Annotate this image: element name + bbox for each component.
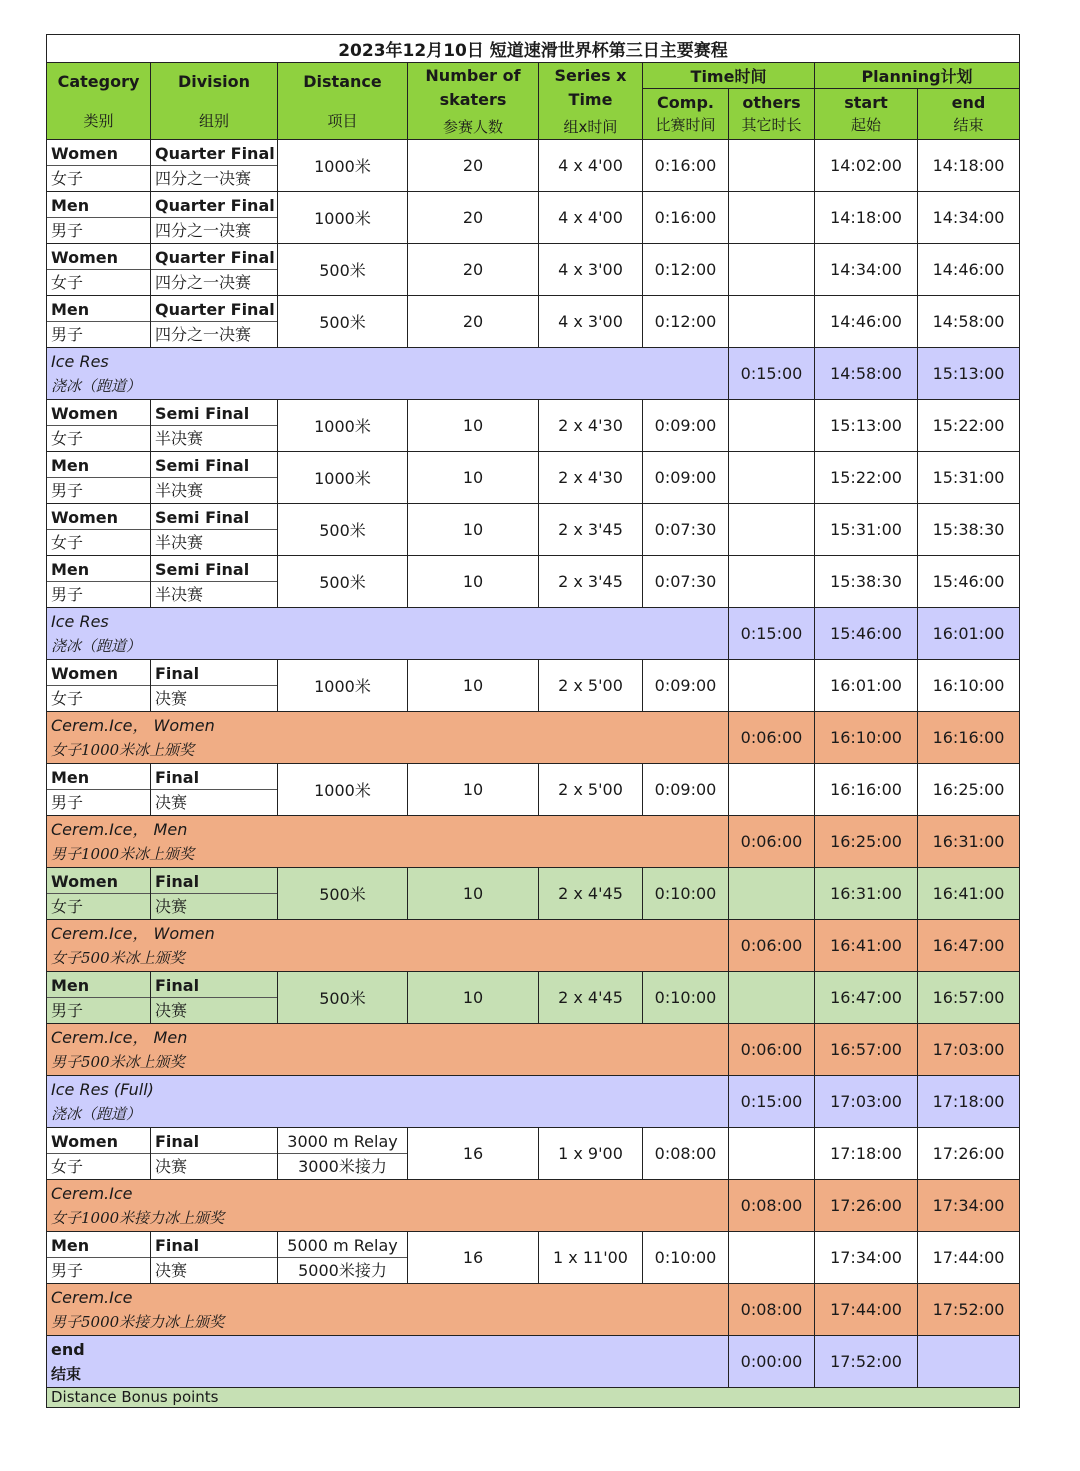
table-row bbox=[47, 556, 1020, 608]
start-time-cell: 17:26:00 bbox=[815, 1180, 918, 1232]
end-time-cell: 17:52:00 bbox=[918, 1284, 1020, 1336]
others-time-cell: 0:06:00 bbox=[729, 920, 815, 972]
division-en: Final bbox=[151, 1233, 277, 1258]
end-time-cell: 15:31:00 bbox=[918, 452, 1020, 504]
series-cell: 4 x 4'00 bbox=[539, 140, 643, 192]
category-zh: 女子 bbox=[51, 168, 84, 188]
category-en: Women bbox=[47, 1129, 150, 1154]
table-row bbox=[47, 1128, 1020, 1180]
end-time-cell: 16:01:00 bbox=[918, 608, 1020, 660]
division-en: Final bbox=[151, 661, 277, 686]
header-category: Category 类别 bbox=[47, 63, 151, 140]
table-row-break bbox=[47, 608, 1020, 660]
category-en: Men bbox=[47, 297, 150, 322]
start-time-cell: 16:41:00 bbox=[815, 920, 918, 972]
comp-time-cell: 0:09:00 bbox=[643, 660, 729, 712]
division-zh: 半决赛 bbox=[155, 428, 204, 448]
comp-time-cell: 0:09:00 bbox=[643, 764, 729, 816]
header-others: others 其它时长 bbox=[729, 89, 815, 140]
table-row-break bbox=[47, 816, 1020, 868]
division-en: Semi Final bbox=[151, 453, 277, 478]
end-time-cell: 16:10:00 bbox=[918, 660, 1020, 712]
end-time-cell: 16:41:00 bbox=[918, 868, 1020, 920]
division-zh: 半决赛 bbox=[155, 584, 204, 604]
series-cell: 1 x 9'00 bbox=[539, 1128, 643, 1180]
category-zh: 女子 bbox=[51, 688, 84, 708]
others-time-cell: 0:06:00 bbox=[729, 1024, 815, 1076]
division-zh: 决赛 bbox=[155, 688, 188, 708]
end-time-cell: 16:47:00 bbox=[918, 920, 1020, 972]
category-en: Men bbox=[47, 765, 150, 790]
category-zh: 女子 bbox=[51, 532, 84, 552]
division-en: Final bbox=[151, 973, 277, 998]
others-time-cell: 0:15:00 bbox=[729, 348, 815, 400]
table-row-break bbox=[47, 1024, 1020, 1076]
break-label-cell bbox=[47, 816, 729, 868]
comp-time-cell: 0:08:00 bbox=[643, 1128, 729, 1180]
header-planning-group: Planning计划 bbox=[815, 63, 1020, 89]
break-label-en: Cerem.Ice， Women bbox=[51, 715, 215, 735]
series-cell: 4 x 4'00 bbox=[539, 192, 643, 244]
distance-cell: 1000米 bbox=[278, 660, 408, 712]
category-en: Women bbox=[47, 869, 150, 894]
end-time-cell: 17:26:00 bbox=[918, 1128, 1020, 1180]
table-row bbox=[47, 296, 1020, 348]
break-label-en: Cerem.Ice， Women bbox=[51, 923, 215, 943]
break-label-cell bbox=[47, 608, 729, 660]
start-time-cell: 17:18:00 bbox=[815, 1128, 918, 1180]
start-time-cell: 17:52:00 bbox=[815, 1336, 918, 1388]
skaters-cell: 10 bbox=[408, 868, 539, 920]
comp-time-cell: 0:07:30 bbox=[643, 556, 729, 608]
header-skaters: Number of skaters 参赛人数 bbox=[408, 63, 539, 140]
category-cell bbox=[47, 1232, 151, 1284]
end-time-cell: 14:46:00 bbox=[918, 244, 1020, 296]
division-zh: 决赛 bbox=[155, 1000, 188, 1020]
category-en: Men bbox=[47, 557, 150, 582]
table-row-break bbox=[47, 1336, 1020, 1388]
category-cell bbox=[47, 868, 151, 920]
series-cell: 2 x 5'00 bbox=[539, 660, 643, 712]
category-cell bbox=[47, 556, 151, 608]
table-row bbox=[47, 660, 1020, 712]
start-time-cell: 16:10:00 bbox=[815, 712, 918, 764]
end-time-cell: 16:25:00 bbox=[918, 764, 1020, 816]
header-end: end 结束 bbox=[918, 89, 1020, 140]
table-row bbox=[47, 192, 1020, 244]
skaters-cell: 20 bbox=[408, 140, 539, 192]
category-cell bbox=[47, 504, 151, 556]
table-row bbox=[47, 452, 1020, 504]
start-time-cell: 16:57:00 bbox=[815, 1024, 918, 1076]
skaters-cell: 16 bbox=[408, 1128, 539, 1180]
distance-cell: 500米 bbox=[278, 556, 408, 608]
break-label-en: end bbox=[51, 1339, 85, 1359]
comp-time-cell: 0:10:00 bbox=[643, 868, 729, 920]
skaters-cell: 10 bbox=[408, 504, 539, 556]
break-label-cell bbox=[47, 1024, 729, 1076]
division-cell bbox=[151, 660, 278, 712]
start-time-cell: 16:31:00 bbox=[815, 868, 918, 920]
start-time-cell: 17:34:00 bbox=[815, 1232, 918, 1284]
division-en: Semi Final bbox=[151, 557, 277, 582]
others-time-cell bbox=[729, 504, 815, 556]
others-time-cell: 0:15:00 bbox=[729, 608, 815, 660]
division-zh: 决赛 bbox=[155, 792, 188, 812]
distance-cell bbox=[278, 1232, 408, 1284]
others-time-cell bbox=[729, 192, 815, 244]
break-label-cell bbox=[47, 1284, 729, 1336]
distance-cell: 500米 bbox=[278, 868, 408, 920]
category-zh: 女子 bbox=[51, 272, 84, 292]
break-label-cell bbox=[47, 1076, 729, 1128]
division-zh: 半决赛 bbox=[155, 532, 204, 552]
division-en: Final bbox=[151, 1129, 277, 1154]
category-cell bbox=[47, 764, 151, 816]
skaters-cell: 10 bbox=[408, 556, 539, 608]
others-time-cell bbox=[729, 868, 815, 920]
table-row bbox=[47, 972, 1020, 1024]
end-time-cell: 15:38:30 bbox=[918, 504, 1020, 556]
others-time-cell bbox=[729, 764, 815, 816]
category-cell bbox=[47, 400, 151, 452]
series-cell: 2 x 4'30 bbox=[539, 400, 643, 452]
break-label-zh: 女子1000米接力冰上颁奖 bbox=[51, 1208, 225, 1227]
category-zh: 男子 bbox=[51, 1260, 84, 1280]
distance-cell: 1000米 bbox=[278, 452, 408, 504]
comp-time-cell: 0:10:00 bbox=[643, 972, 729, 1024]
break-label-zh: 浇冰（跑道） bbox=[51, 376, 142, 395]
start-time-cell: 15:31:00 bbox=[815, 504, 918, 556]
break-label-zh: 男子5000米接力冰上颁奖 bbox=[51, 1312, 225, 1331]
category-cell bbox=[47, 296, 151, 348]
distance-cell: 1000米 bbox=[278, 764, 408, 816]
division-en: Quarter Final bbox=[151, 193, 277, 218]
comp-time-cell: 0:09:00 bbox=[643, 452, 729, 504]
break-label-zh: 女子500米冰上颁奖 bbox=[51, 948, 185, 967]
break-label-cell bbox=[47, 712, 729, 764]
division-cell bbox=[151, 764, 278, 816]
series-cell: 2 x 3'45 bbox=[539, 504, 643, 556]
series-cell: 1 x 11'00 bbox=[539, 1232, 643, 1284]
distance-zh: 5000米接力 bbox=[298, 1260, 387, 1280]
skaters-cell: 20 bbox=[408, 296, 539, 348]
start-time-cell: 14:46:00 bbox=[815, 296, 918, 348]
distance-cell: 500米 bbox=[278, 504, 408, 556]
division-zh: 四分之一决赛 bbox=[155, 324, 252, 344]
break-label-cell bbox=[47, 348, 729, 400]
end-time-cell: 15:46:00 bbox=[918, 556, 1020, 608]
distance-zh: 3000米接力 bbox=[298, 1156, 387, 1176]
others-time-cell bbox=[729, 296, 815, 348]
comp-time-cell: 0:12:00 bbox=[643, 296, 729, 348]
start-time-cell: 16:16:00 bbox=[815, 764, 918, 816]
distance-cell: 1000米 bbox=[278, 192, 408, 244]
break-label-zh: 结束 bbox=[51, 1364, 82, 1383]
category-en: Women bbox=[47, 505, 150, 530]
table-row-break bbox=[47, 348, 1020, 400]
end-time-cell: 15:22:00 bbox=[918, 400, 1020, 452]
category-en: Men bbox=[47, 1233, 150, 1258]
others-time-cell bbox=[729, 140, 815, 192]
category-zh: 女子 bbox=[51, 896, 84, 916]
end-time-cell: 15:13:00 bbox=[918, 348, 1020, 400]
break-label-zh: 浇冰（跑道） bbox=[51, 636, 142, 655]
division-cell bbox=[151, 452, 278, 504]
division-zh: 决赛 bbox=[155, 1156, 188, 1176]
end-label-cell bbox=[47, 1336, 729, 1388]
category-cell bbox=[47, 140, 151, 192]
category-zh: 男子 bbox=[51, 1000, 84, 1020]
category-en: Men bbox=[47, 973, 150, 998]
series-cell: 4 x 3'00 bbox=[539, 244, 643, 296]
series-cell: 4 x 3'00 bbox=[539, 296, 643, 348]
distance-cell: 500米 bbox=[278, 244, 408, 296]
break-label-en: Cerem.Ice bbox=[51, 1287, 133, 1307]
division-zh: 决赛 bbox=[155, 1260, 188, 1280]
start-time-cell: 16:01:00 bbox=[815, 660, 918, 712]
division-cell bbox=[151, 192, 278, 244]
division-en: Quarter Final bbox=[151, 141, 277, 166]
start-time-cell: 14:34:00 bbox=[815, 244, 918, 296]
series-cell: 2 x 3'45 bbox=[539, 556, 643, 608]
category-zh: 女子 bbox=[51, 1156, 84, 1176]
start-time-cell: 15:13:00 bbox=[815, 400, 918, 452]
division-cell bbox=[151, 972, 278, 1024]
category-zh: 男子 bbox=[51, 480, 84, 500]
division-en: Semi Final bbox=[151, 401, 277, 426]
distance-cell: 1000米 bbox=[278, 400, 408, 452]
category-zh: 男子 bbox=[51, 584, 84, 604]
series-cell: 2 x 4'45 bbox=[539, 972, 643, 1024]
distance-en: 3000 m Relay bbox=[278, 1129, 407, 1154]
others-time-cell bbox=[729, 972, 815, 1024]
others-time-cell: 0:06:00 bbox=[729, 712, 815, 764]
table-row bbox=[47, 504, 1020, 556]
division-cell bbox=[151, 400, 278, 452]
others-time-cell bbox=[729, 244, 815, 296]
break-label-zh: 男子1000米冰上颁奖 bbox=[51, 844, 195, 863]
table-row-break bbox=[47, 712, 1020, 764]
footer-note: Distance Bonus points bbox=[47, 1388, 1020, 1408]
others-time-cell: 0:00:00 bbox=[729, 1336, 815, 1388]
break-label-en: Cerem.Ice， Men bbox=[51, 1027, 188, 1047]
end-time-cell: 14:34:00 bbox=[918, 192, 1020, 244]
category-cell bbox=[47, 192, 151, 244]
others-time-cell bbox=[729, 556, 815, 608]
break-label-en: Ice Res bbox=[51, 351, 109, 371]
skaters-cell: 10 bbox=[408, 972, 539, 1024]
end-time-cell bbox=[918, 1336, 1020, 1388]
category-cell bbox=[47, 1128, 151, 1180]
end-time-cell: 17:44:00 bbox=[918, 1232, 1020, 1284]
end-time-cell: 14:18:00 bbox=[918, 140, 1020, 192]
distance-cell: 500米 bbox=[278, 296, 408, 348]
division-cell bbox=[151, 556, 278, 608]
division-cell bbox=[151, 1128, 278, 1180]
start-time-cell: 15:38:30 bbox=[815, 556, 918, 608]
end-time-cell: 16:31:00 bbox=[918, 816, 1020, 868]
header-time-group: Time时间 bbox=[643, 63, 815, 89]
skaters-cell: 10 bbox=[408, 764, 539, 816]
end-time-cell: 17:18:00 bbox=[918, 1076, 1020, 1128]
others-time-cell: 0:06:00 bbox=[729, 816, 815, 868]
start-time-cell: 14:18:00 bbox=[815, 192, 918, 244]
others-time-cell: 0:08:00 bbox=[729, 1284, 815, 1336]
others-time-cell bbox=[729, 1128, 815, 1180]
distance-cell: 1000米 bbox=[278, 140, 408, 192]
header-start: start 起始 bbox=[815, 89, 918, 140]
division-zh: 四分之一决赛 bbox=[155, 168, 252, 188]
division-en: Final bbox=[151, 765, 277, 790]
division-zh: 四分之一决赛 bbox=[155, 272, 252, 292]
division-en: Semi Final bbox=[151, 505, 277, 530]
others-time-cell bbox=[729, 660, 815, 712]
table-row-break bbox=[47, 1284, 1020, 1336]
division-cell bbox=[151, 244, 278, 296]
division-zh: 四分之一决赛 bbox=[155, 220, 252, 240]
skaters-cell: 10 bbox=[408, 452, 539, 504]
category-cell bbox=[47, 244, 151, 296]
others-time-cell: 0:15:00 bbox=[729, 1076, 815, 1128]
schedule-table bbox=[46, 34, 1020, 1408]
skaters-cell: 16 bbox=[408, 1232, 539, 1284]
end-time-cell: 14:58:00 bbox=[918, 296, 1020, 348]
break-label-zh: 男子500米冰上颁奖 bbox=[51, 1052, 185, 1071]
category-en: Men bbox=[47, 453, 150, 478]
category-zh: 女子 bbox=[51, 428, 84, 448]
break-label-en: Ice Res (Full) bbox=[51, 1079, 154, 1099]
comp-time-cell: 0:10:00 bbox=[643, 1232, 729, 1284]
comp-time-cell: 0:09:00 bbox=[643, 400, 729, 452]
series-cell: 2 x 4'45 bbox=[539, 868, 643, 920]
break-label-cell bbox=[47, 920, 729, 972]
break-label-zh: 女子1000米冰上颁奖 bbox=[51, 740, 195, 759]
others-time-cell bbox=[729, 400, 815, 452]
break-label-cell bbox=[47, 1180, 729, 1232]
header-distance: Distance 项目 bbox=[278, 63, 408, 140]
table-row bbox=[47, 764, 1020, 816]
division-zh: 半决赛 bbox=[155, 480, 204, 500]
category-zh: 男子 bbox=[51, 220, 84, 240]
category-cell bbox=[47, 972, 151, 1024]
division-cell bbox=[151, 868, 278, 920]
start-time-cell: 17:03:00 bbox=[815, 1076, 918, 1128]
others-time-cell bbox=[729, 452, 815, 504]
table-row bbox=[47, 868, 1020, 920]
category-zh: 男子 bbox=[51, 792, 84, 812]
category-en: Women bbox=[47, 661, 150, 686]
end-time-cell: 17:34:00 bbox=[918, 1180, 1020, 1232]
footer-row bbox=[47, 1388, 1020, 1408]
series-cell: 2 x 5'00 bbox=[539, 764, 643, 816]
schedule-title: 2023年12月10日 短道速滑世界杯第三日主要赛程 bbox=[47, 35, 1020, 63]
table-row bbox=[47, 244, 1020, 296]
comp-time-cell: 0:07:30 bbox=[643, 504, 729, 556]
start-time-cell: 16:47:00 bbox=[815, 972, 918, 1024]
table-row-break bbox=[47, 1180, 1020, 1232]
table-row bbox=[47, 400, 1020, 452]
break-label-zh: 浇冰（跑道） bbox=[51, 1104, 142, 1123]
others-time-cell: 0:08:00 bbox=[729, 1180, 815, 1232]
distance-en: 5000 m Relay bbox=[278, 1233, 407, 1258]
category-en: Women bbox=[47, 245, 150, 270]
division-cell bbox=[151, 140, 278, 192]
start-time-cell: 17:44:00 bbox=[815, 1284, 918, 1336]
break-label-en: Ice Res bbox=[51, 611, 109, 631]
skaters-cell: 10 bbox=[408, 660, 539, 712]
division-cell bbox=[151, 1232, 278, 1284]
category-en: Women bbox=[47, 401, 150, 426]
start-time-cell: 15:46:00 bbox=[815, 608, 918, 660]
comp-time-cell: 0:16:00 bbox=[643, 140, 729, 192]
division-en: Quarter Final bbox=[151, 245, 277, 270]
end-time-cell: 16:57:00 bbox=[918, 972, 1020, 1024]
others-time-cell bbox=[729, 1232, 815, 1284]
division-cell bbox=[151, 296, 278, 348]
skaters-cell: 20 bbox=[408, 244, 539, 296]
series-cell: 2 x 4'30 bbox=[539, 452, 643, 504]
table-row bbox=[47, 1232, 1020, 1284]
division-cell bbox=[151, 504, 278, 556]
start-time-cell: 16:25:00 bbox=[815, 816, 918, 868]
comp-time-cell: 0:16:00 bbox=[643, 192, 729, 244]
header-series: Series x Time 组x时间 bbox=[539, 63, 643, 140]
comp-time-cell: 0:12:00 bbox=[643, 244, 729, 296]
end-time-cell: 17:03:00 bbox=[918, 1024, 1020, 1076]
division-zh: 决赛 bbox=[155, 896, 188, 916]
skaters-cell: 10 bbox=[408, 400, 539, 452]
category-en: Women bbox=[47, 141, 150, 166]
category-en: Men bbox=[47, 193, 150, 218]
end-time-cell: 16:16:00 bbox=[918, 712, 1020, 764]
break-label-en: Cerem.Ice bbox=[51, 1183, 133, 1203]
table-row-break bbox=[47, 920, 1020, 972]
header-comp: Comp. 比赛时间 bbox=[643, 89, 729, 140]
division-en: Quarter Final bbox=[151, 297, 277, 322]
skaters-cell: 20 bbox=[408, 192, 539, 244]
category-cell bbox=[47, 452, 151, 504]
table-row-break bbox=[47, 1076, 1020, 1128]
start-time-cell: 15:22:00 bbox=[815, 452, 918, 504]
distance-cell: 500米 bbox=[278, 972, 408, 1024]
division-en: Final bbox=[151, 869, 277, 894]
category-zh: 男子 bbox=[51, 324, 84, 344]
break-label-en: Cerem.Ice， Men bbox=[51, 819, 188, 839]
distance-cell bbox=[278, 1128, 408, 1180]
table-row bbox=[47, 140, 1020, 192]
start-time-cell: 14:58:00 bbox=[815, 348, 918, 400]
header-division: Division 组别 bbox=[151, 63, 278, 140]
start-time-cell: 14:02:00 bbox=[815, 140, 918, 192]
category-cell bbox=[47, 660, 151, 712]
